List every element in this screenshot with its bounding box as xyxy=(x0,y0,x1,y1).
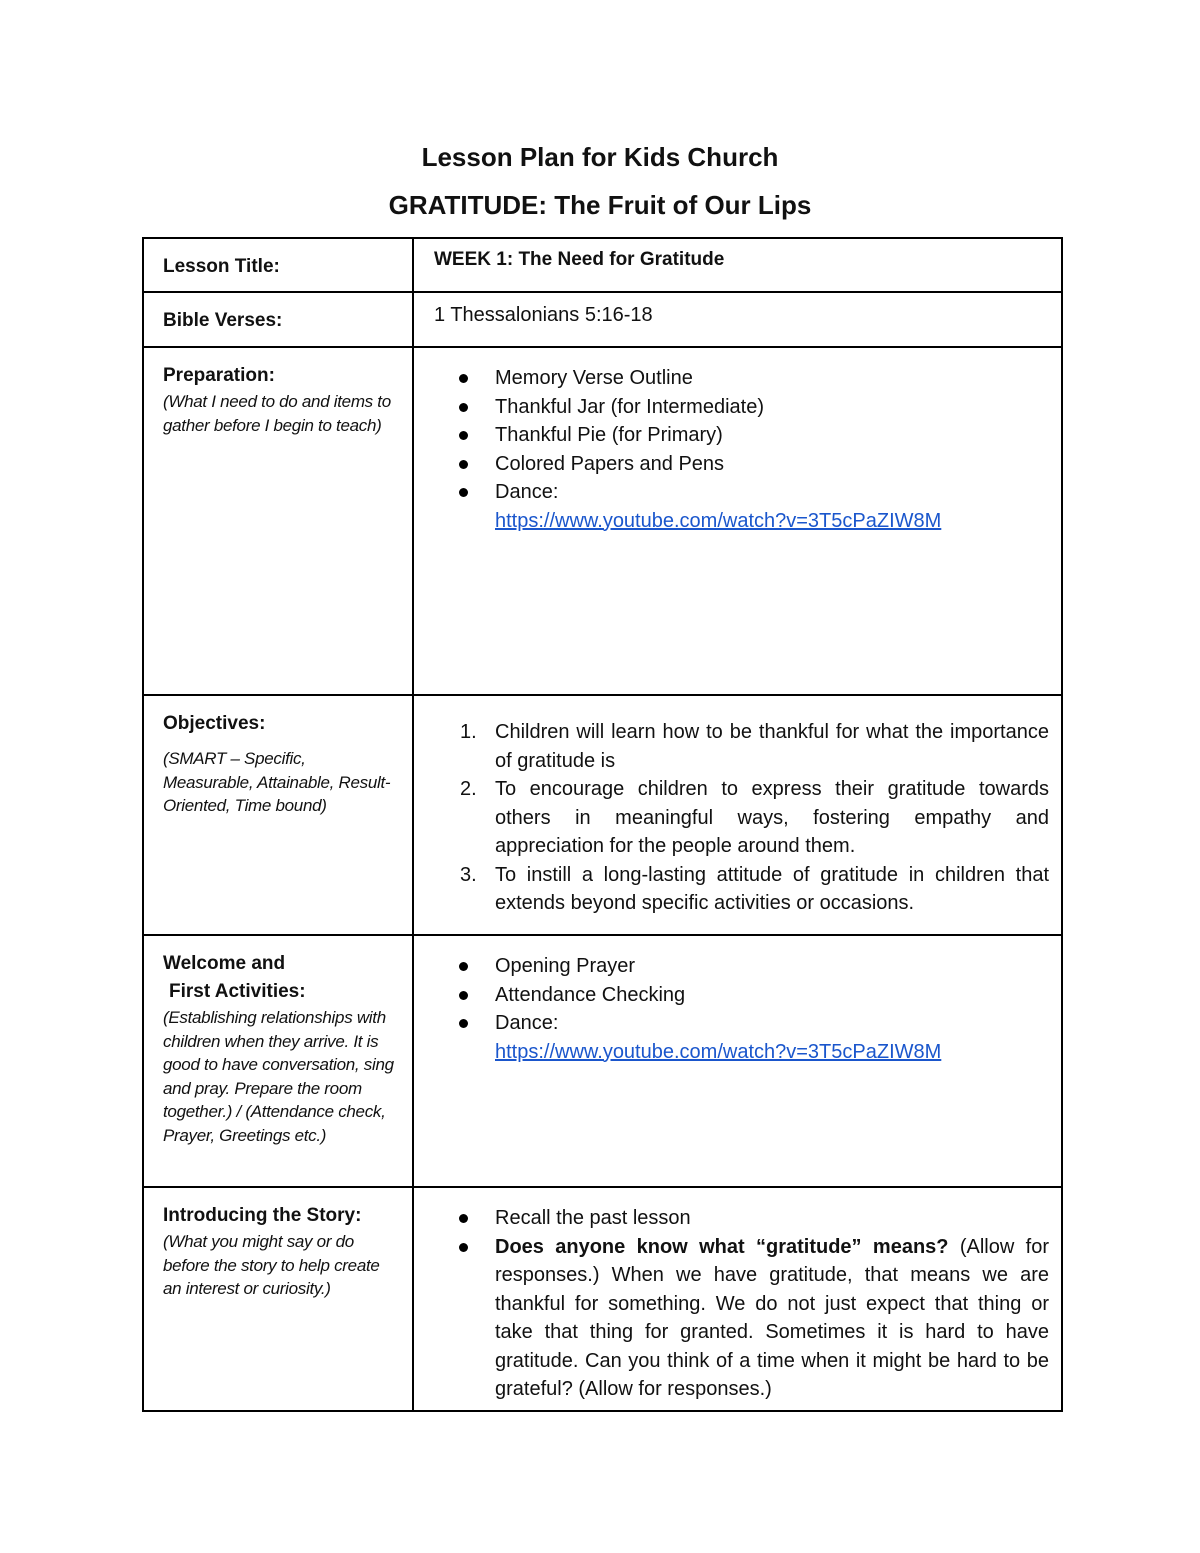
item-number: 2. xyxy=(460,778,477,800)
row-lesson-title xyxy=(143,238,1062,292)
welcome-label-line1: Welcome and xyxy=(163,953,286,974)
objectives-note: (SMART – Specific, Measurable, Attainable, Result-Oriented, Time bound) xyxy=(163,749,391,815)
item-text: Children will learn how to be thankful for what the importance of gratitude is xyxy=(495,721,1049,772)
bible-verses-label-cell xyxy=(143,292,413,347)
list-item: Opening Prayer xyxy=(434,952,1049,981)
dance-label: Dance: xyxy=(495,1012,559,1034)
lesson-plan-table xyxy=(142,237,1063,1412)
list-item: Attendance Checking xyxy=(434,981,1049,1010)
objectives-label: Objectives: xyxy=(163,713,266,734)
intro-story-content-cell xyxy=(413,1187,1062,1411)
preparation-label: Preparation: xyxy=(163,365,275,386)
welcome-label-cell xyxy=(143,935,413,1187)
page-subtitle: GRATITUDE: The Fruit of Our Lips xyxy=(388,190,812,220)
list-item: Colored Papers and Pens xyxy=(434,450,1049,479)
welcome-list xyxy=(434,952,1049,1066)
objectives-list xyxy=(434,718,1049,918)
bible-verses-value: 1 Thessalonians 5:16-18 xyxy=(434,304,653,326)
list-item: Recall the past lesson xyxy=(434,1204,1049,1233)
list-item xyxy=(434,775,1049,861)
dance-video-link[interactable]: https://www.youtube.com/watch?v=3T5cPaZIW8M xyxy=(495,509,942,532)
list-item: Thankful Pie (for Primary) xyxy=(434,421,1049,450)
welcome-note: (Establishing relationships with children when they arrive. It is good to have conversation, sing and pray. Prepare the room together.) / (Attendance check, Prayer, Greetings etc.) xyxy=(163,1008,394,1145)
question-rest: (Allow for responses.) When we have gratitude, that means we are thankful for something. We do not just expect that thing or take that thing for granted. Sometimes it is hard to have gratitude. Can you think of a time when it might be hard to be grateful? (Allow for responses.) xyxy=(495,1235,1049,1400)
lesson-title-value: WEEK 1: The Need for Gratitude xyxy=(434,249,725,270)
preparation-note: (What I need to do and items to gather before I begin to teach) xyxy=(163,392,391,435)
list-item: Memory Verse Outline xyxy=(434,364,1049,393)
list-item-dance xyxy=(434,478,1049,535)
row-welcome xyxy=(143,935,1062,1187)
objectives-label-cell xyxy=(143,695,413,935)
list-item xyxy=(434,1233,1049,1404)
preparation-content-cell xyxy=(413,347,1062,695)
lesson-title-label-cell xyxy=(143,238,413,292)
row-preparation xyxy=(143,347,1062,695)
list-item-dance xyxy=(434,1009,1049,1066)
intro-story-label-cell xyxy=(143,1187,413,1411)
bible-verses-value-cell xyxy=(413,292,1062,347)
row-bible-verses xyxy=(143,292,1062,347)
row-objectives xyxy=(143,695,1062,935)
list-item: Thankful Jar (for Intermediate) xyxy=(434,393,1049,422)
preparation-list xyxy=(434,364,1049,535)
welcome-label-line2: First Activities: xyxy=(169,981,306,1002)
item-number: 1. xyxy=(460,721,477,743)
bible-verses-label: Bible Verses: xyxy=(163,310,283,331)
preparation-label-cell xyxy=(143,347,413,695)
page-title: Lesson Plan for Kids Church xyxy=(421,142,779,172)
list-item xyxy=(434,861,1049,918)
row-introducing-story xyxy=(143,1187,1062,1411)
intro-story-label: Introducing the Story: xyxy=(163,1205,362,1226)
lesson-title-value-cell xyxy=(413,238,1062,292)
list-item xyxy=(434,718,1049,775)
dance-label: Dance: xyxy=(495,481,559,503)
question-bold: Does anyone know what “gratitude” means? xyxy=(495,1235,949,1258)
dance-video-link[interactable]: https://www.youtube.com/watch?v=3T5cPaZIW8M xyxy=(495,1040,942,1063)
objectives-content-cell xyxy=(413,695,1062,935)
item-text: To instill a long-lasting attitude of gratitude in children that extends beyond specific activities or occasions. xyxy=(495,863,1049,914)
welcome-content-cell xyxy=(413,935,1062,1187)
intro-story-list xyxy=(434,1204,1049,1404)
item-number: 3. xyxy=(460,863,477,886)
item-text: To encourage children to express their gratitude towards others in meaningful ways, fostering empathy and appreciation for the people around them. xyxy=(495,778,1049,857)
intro-story-note: (What you might say or do before the story to help create an interest or curiosity.) xyxy=(163,1232,380,1298)
lesson-title-label: Lesson Title: xyxy=(163,256,280,277)
